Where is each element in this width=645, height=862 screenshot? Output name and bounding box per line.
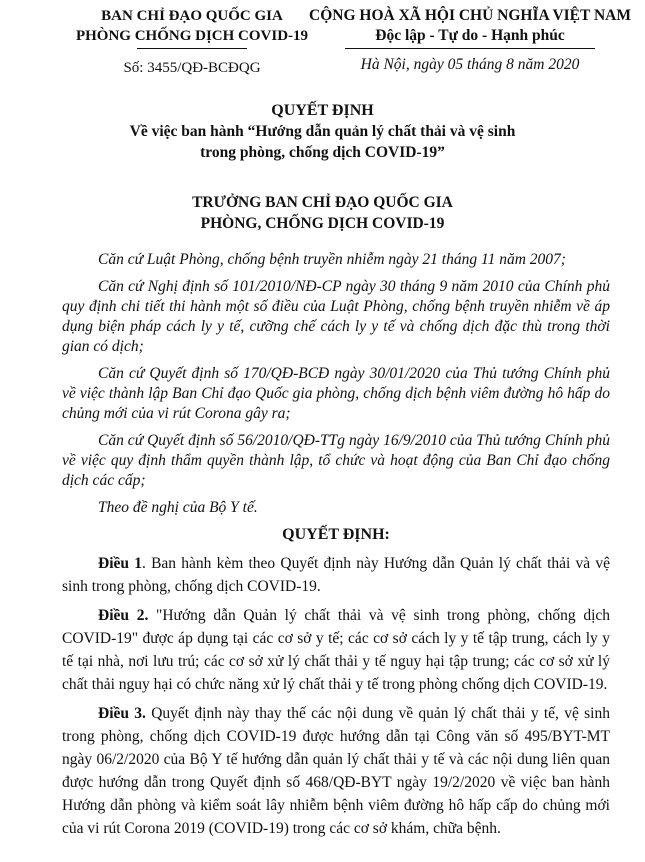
motto-divider [345,48,595,49]
title-sub-line1: Về việc ban hành “Hướng dẫn quản lý chất thải và vệ sinh [129,123,516,140]
article-3-label: Điều 3. [98,705,146,722]
article-3 [62,702,610,840]
legal-basis-1: Căn cứ Luật Phòng, chống bệnh truyền nhiễm ngày 21 tháng 11 năm 2007; [98,251,566,268]
issuer-name-line2: PHÒNG CHỐNG DỊCH COVID-19 [75,28,309,44]
legal-basis-2: Căn cứ Nghị định số 101/2010/NĐ-CP ngày 30 tháng 9 năm 2010 của Chính phủ quy định chi tiết thi hành một số điều của Luật Phòng, chống bệnh truyền nhiễm về áp dụng biện pháp cách ly y tế, cưỡng chế cách ly y tế và chống dịch đặc thù trong thời gian có dịch; [62,278,610,355]
article-1-label: Điều 1 [98,555,142,572]
decision-heading: QUYẾT ĐỊNH: [282,526,390,543]
title-main: QUYẾT ĐỊNH [271,102,374,119]
legal-basis-4: Căn cứ Quyết định số 56/2010/QĐ-TTg ngày 16/9/2010 của Thủ tướng Chính phủ về việc quy định thẩm quyền thành lập, tổ chức và hoạt động của Ban Chỉ đạo chống dịch các cấp; [62,432,610,489]
article-2 [62,604,610,696]
article-3-text: Quyết định này thay thế các nội dung về quản lý chất thải y tế, vệ sinh trong phòng, chống dịch COVID-19 được hướng dẫn tại Công văn số 495/BYT-MT ngày 06/2/2020 của Bộ Y tế hướng dẫn quản lý chất thải y tế và các nội dung liên quan được hướng dẫn trong Quyết định số 468/QĐ-BYT ngày 19/2/2020 về việc ban hành Hướng dẫn phòng và kiểm soát lây nhiễm bệnh viêm đường hô hấp cấp do chủng mới của vi rút Corona 2019 (COVID-19) trong các cơ sở khám, chữa bệnh. [62,705,610,837]
document-title [0,100,645,163]
issuer-divider [137,48,247,49]
article-2-text: "Hướng dẫn Quản lý chất thải và vệ sinh trong phòng, chống dịch COVID-19" được áp dụng tại các cơ sở y tế; các cơ sở cách ly y tế tập trung, cách ly y tế tại nhà, nơi lưu trú; các cơ sở xử lý chất thải y tế nguy hại tập trung; các cơ sở xử lý chất thải nguy hại có chức năng xử lý chất thải y tế trong phòng chống dịch COVID-19. [62,607,611,693]
issuer-header [62,6,322,49]
national-header [300,6,640,49]
document-body [62,250,610,846]
article-2-label: Điều 2. [98,607,149,624]
article-1-sep: . [141,555,152,572]
article-1 [62,552,610,598]
document-date: Hà Nội, ngày 05 tháng 8 năm 2020 [360,56,580,73]
document-number: Số: 3455/QĐ-BCĐQG [123,60,261,76]
authority-line1: TRƯỞNG BAN CHỈ ĐẠO QUỐC GIA [192,194,453,211]
article-1-text: Ban hành kèm theo Quyết định này Hướng dẫn Quản lý chất thải và vệ sinh trong phòng, chống dịch COVID-19. [62,555,611,595]
issuer-name-line1: BAN CHỈ ĐẠO QUỐC GIA [101,8,283,24]
legal-basis-3: Căn cứ Quyết định số 170/QĐ-BCĐ ngày 30/01/2020 của Thủ tướng Chính phủ về việc thành lập Ban Chỉ đạo Quốc gia phòng, chống dịch bệnh viêm đường hô hấp do chủng mới của vi rút Corona gây ra; [62,365,610,422]
authority-line2: PHÒNG, CHỐNG DỊCH COVID-19 [200,215,445,232]
national-motto: Độc lập - Tự do - Hạnh phúc [375,27,565,44]
title-sub-line2: trong phòng, chống dịch COVID-19” [200,144,445,161]
national-title: CỘNG HOÀ XÃ HỘI CHỦ NGHĨA VIỆT NAM [309,7,631,24]
article-2-sep [148,607,156,624]
proposal-line: Theo đề nghị của Bộ Y tế. [98,499,258,516]
authority-heading [0,192,645,234]
